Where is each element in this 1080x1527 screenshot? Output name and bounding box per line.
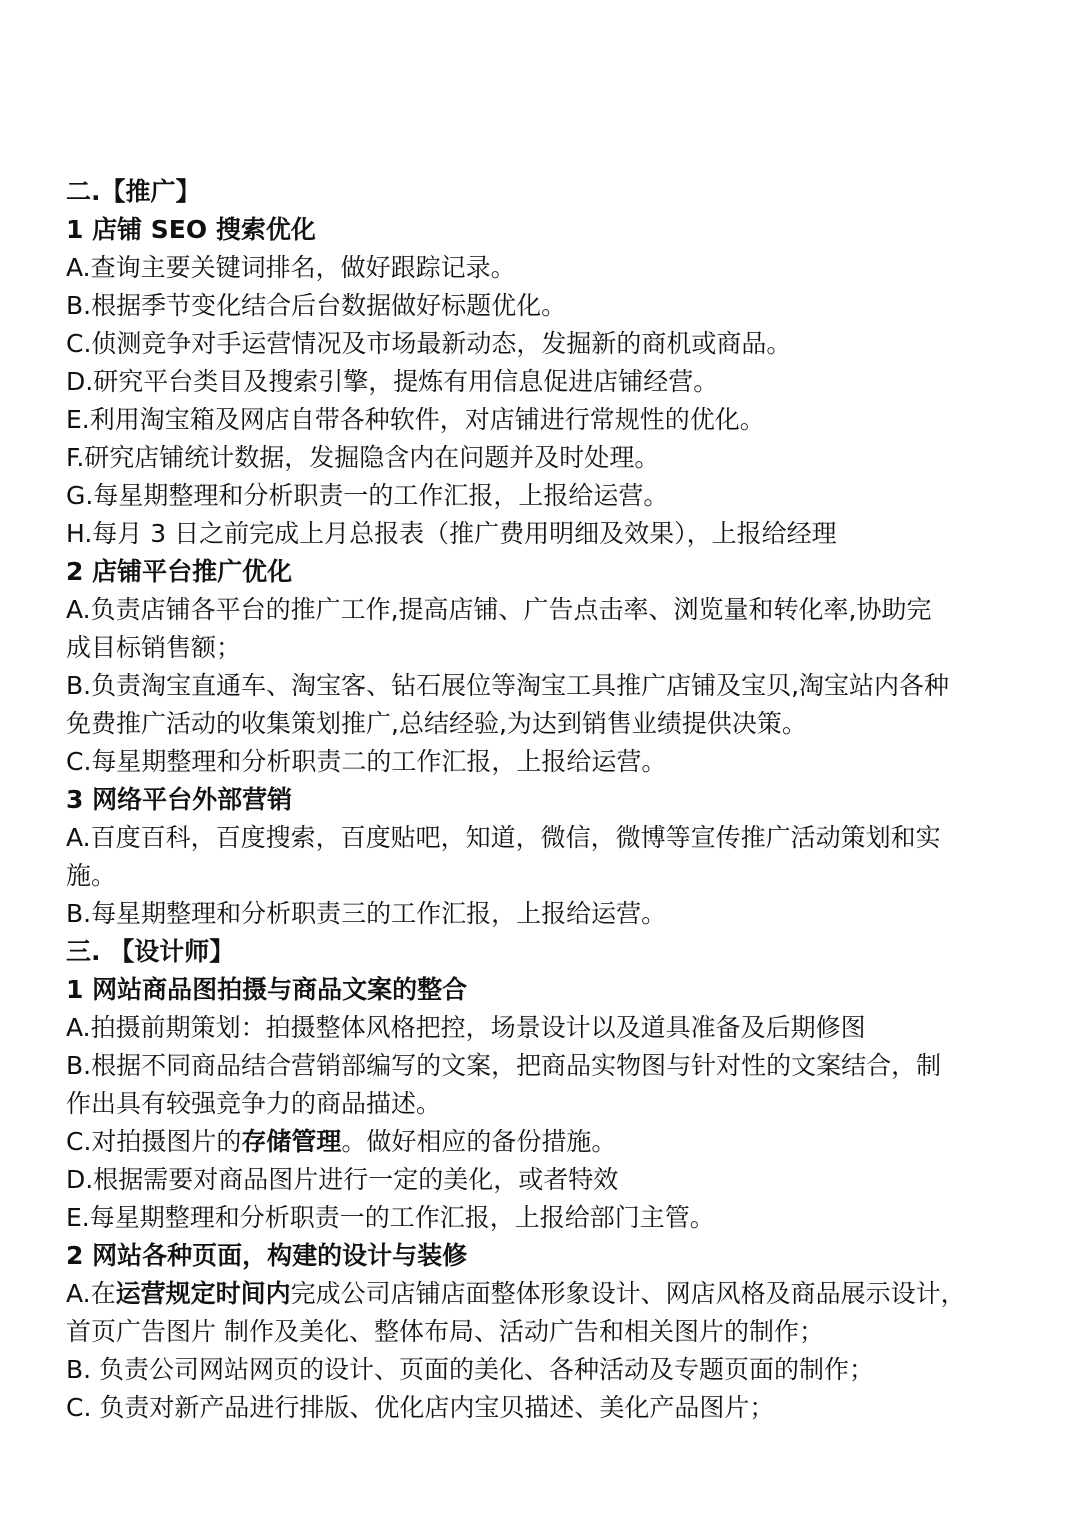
text-line: E.利用淘宝箱及网店自带各种软件，对店铺进行常规性的优化。 [66,405,765,434]
text-line: 免费推广活动的收集策划推广,总结经验,为达到销售业绩提供决策。 [66,709,807,738]
text-line: G.每星期整理和分析职责一的工作汇报，上报给运营。 [66,481,669,510]
text-line: H.每月 3 日之前完成上月总报表（推广费用明细及效果），上报给经理 [66,519,837,548]
section-heading-promotion: 二.【推广】 [66,177,201,206]
text-line: A.查询主要关键词排名，做好跟踪记录。 [66,253,516,282]
text-line: A.百度百科，百度搜索，百度贴吧，知道，微信，微博等宣传推广活动策划和实 [66,823,941,852]
text-segment: 。做好相应的备份措施。 [341,1127,617,1156]
text-line: 作出具有较强竞争力的商品描述。 [66,1089,442,1118]
text-line: A.拍摄前期策划：拍摄整体风格把控，场景设计以及道具准备及后期修图 [66,1013,866,1042]
text-line: C.侦测竞争对手运营情况及市场最新动态，发掘新的商机或商品。 [66,329,792,358]
text-line [66,1123,1030,1161]
text-line: D.根据需要对商品图片进行一定的美化，或者特效 [66,1165,619,1194]
text-line: B.根据季节变化结合后台数据做好标题优化。 [66,291,567,320]
section-heading-designer: 三. 【设计师】 [66,937,235,966]
text-line: B.负责淘宝直通车、淘宝客、钻石展位等淘宝工具推广店铺及宝贝,淘宝站内各种 [66,671,950,700]
text-line: B. 负责公司网站网页的设计、页面的美化、各种活动及专题页面的制作； [66,1355,875,1384]
subheading-store-seo: 1 店铺 SEO 搜索优化 [66,215,316,244]
bold-text-segment: 运营规定时间内 [115,1279,291,1308]
text-segment: 完成公司店铺店面整体形象设计、网店风格及商品展示设计， [290,1279,966,1308]
text-line: 施。 [66,861,117,890]
bold-text-segment: 存储管理 [241,1127,342,1156]
text-segment: A.在 [66,1279,116,1308]
subheading-platform-promotion: 2 店铺平台推广优化 [66,557,293,586]
text-line: A.负责店铺各平台的推广工作,提高店铺、广告点击率、浏览量和转化率,协助完 [66,595,932,624]
text-line: 成目标销售额； [66,633,242,662]
text-segment: C.对拍摄图片的 [66,1127,242,1156]
text-line: D.研究平台类目及搜索引擎，提炼有用信息促进店铺经营。 [66,367,719,396]
text-line: C. 负责对新产品进行排版、优化店内宝贝描述、美化产品图片； [66,1393,775,1422]
subheading-photo-copy: 1 网站商品图拍摄与商品文案的整合 [66,975,468,1004]
text-line: 首页广告图片 制作及美化、整体布局、活动广告和相关图片的制作； [66,1317,824,1346]
text-line: C.每星期整理和分析职责二的工作汇报，上报给运营。 [66,747,667,776]
text-line: F.研究店铺统计数据，发掘隐含内在问题并及时处理。 [66,443,660,472]
text-line: E.每星期整理和分析职责一的工作汇报，上报给部门主管。 [66,1203,715,1232]
subheading-external-marketing: 3 网络平台外部营销 [66,785,293,814]
text-line: B.每星期整理和分析职责三的工作汇报，上报给运营。 [66,899,667,928]
subheading-page-design: 2 网站各种页面，构建的设计与装修 [66,1241,468,1270]
document-page [66,173,1030,1427]
text-line: B.根据不同商品结合营销部编写的文案，把商品实物图与针对性的文案结合，制 [66,1051,942,1080]
text-line [66,1275,1030,1313]
